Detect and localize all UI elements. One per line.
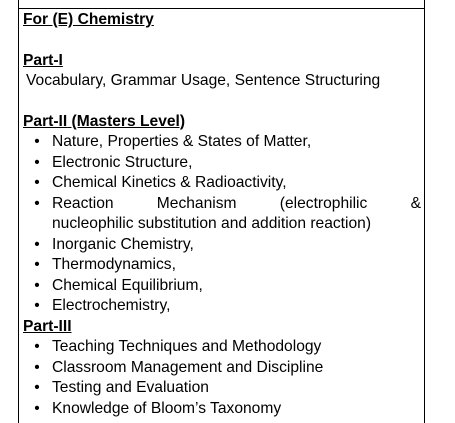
reaction-line-2: nucleophilic substitution and addition reaction) [52, 215, 372, 232]
list-item [23, 399, 421, 420]
list-item-text: Classroom Management and Discipline [52, 358, 324, 376]
part-2-level: (Masters Level) [67, 112, 186, 130]
bullet-icon: • [34, 379, 40, 396]
list-item-text: Knowledge of Bloom’s Taxonomy [52, 399, 282, 417]
bullet-icon: • [34, 256, 40, 273]
list-item-text: Thermodynamics, [52, 256, 176, 273]
list-item-text: Electronic Structure, [52, 153, 193, 171]
bullet-icon: • [34, 297, 40, 314]
part-2-label: Part-II [23, 112, 68, 130]
part-2-heading [23, 112, 421, 133]
table-border-right [424, 0, 425, 423]
list-item [23, 132, 421, 153]
list-item-text: Chemical Kinetics & Radioactivity, [52, 174, 287, 191]
bullet-icon: • [34, 399, 40, 417]
table-border-left [18, 0, 19, 423]
list-item [23, 173, 421, 194]
list-item [23, 255, 421, 276]
reaction-line-1 [52, 194, 421, 215]
table-border-top [18, 8, 425, 9]
bullet-icon: • [34, 358, 40, 376]
list-item [23, 153, 421, 174]
bullet-icon: • [34, 235, 40, 253]
list-item-text: Chemical Equilibrium, [52, 276, 203, 294]
bullet-icon: • [34, 174, 40, 191]
list-item [23, 337, 421, 358]
bullet-icon: • [34, 338, 40, 355]
bullet-icon: • [34, 133, 40, 150]
bullet-icon: • [34, 153, 40, 171]
list-item-text: Inorganic Chemistry, [52, 235, 194, 253]
list-item [23, 235, 421, 256]
bullet-icon: • [34, 194, 40, 212]
part-3-heading: Part-III [23, 317, 72, 335]
list-item [23, 378, 421, 399]
bullet-icon: • [34, 276, 40, 294]
part-2-list [23, 132, 421, 317]
list-item [23, 276, 421, 297]
list-item-text: Teaching Techniques and Methodology [52, 338, 322, 355]
section-title: For (E) Chemistry [23, 11, 154, 28]
list-item-text: Electrochemistry, [52, 297, 171, 314]
list-item-text: Testing and Evaluation [52, 379, 209, 396]
list-item [23, 296, 421, 317]
syllabus-cell [23, 10, 421, 419]
part-3-list [23, 337, 421, 419]
part-1-heading: Part-I [23, 51, 63, 69]
list-item-word: & [410, 194, 421, 212]
part-1-text: Vocabulary, Grammar Usage, Sentence Structuring [26, 72, 381, 89]
list-item-word: Mechanism [156, 194, 237, 212]
list-item-word: Reaction [52, 194, 114, 212]
list-item-text: Nature, Properties & States of Matter, [52, 133, 312, 150]
list-item-word: (electrophilic [279, 194, 368, 212]
list-item [23, 358, 421, 379]
list-item [23, 194, 421, 235]
